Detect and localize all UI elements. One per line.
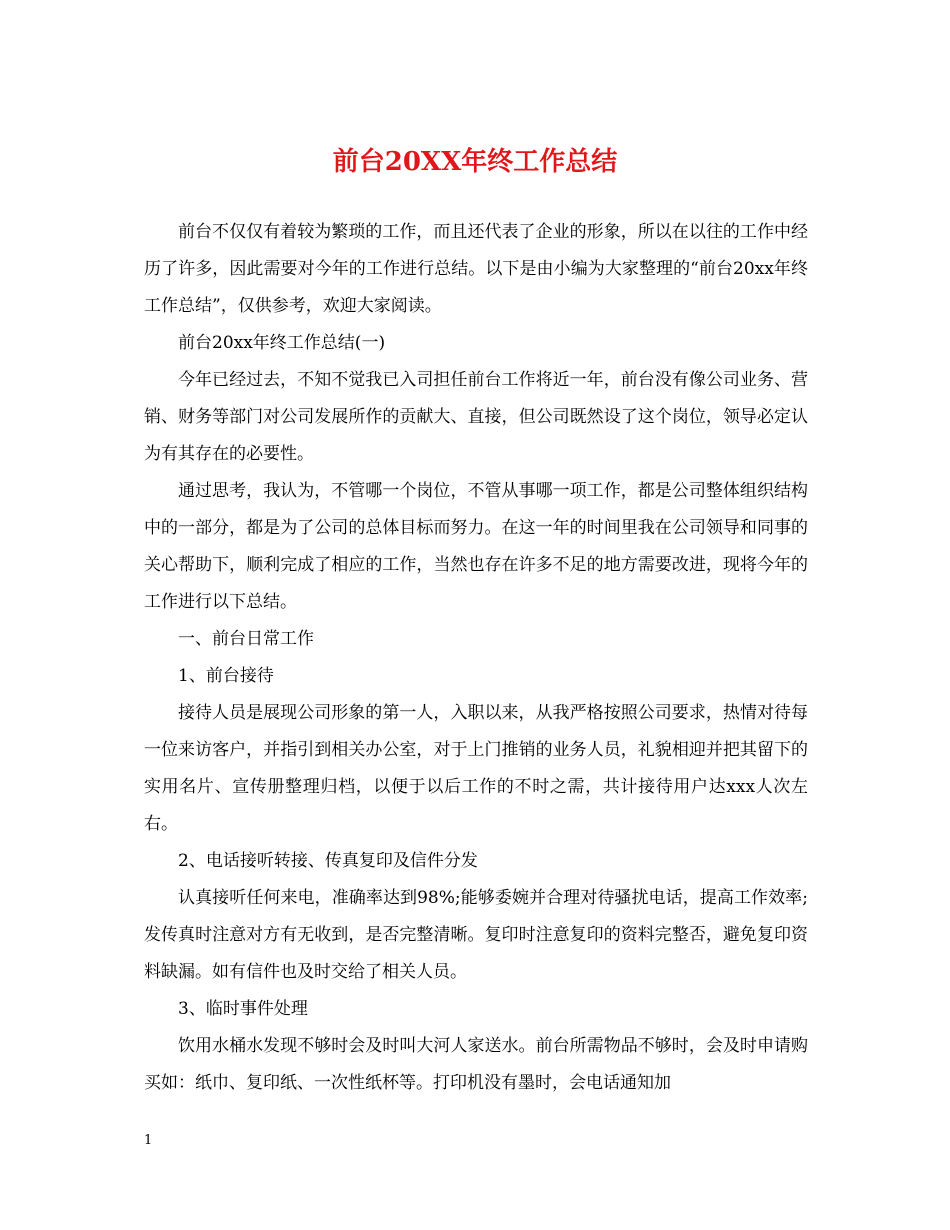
- document-body: [144, 214, 808, 1102]
- paragraph: 饮用水桶水发现不够时会及时叫大河人家送水。前台所需物品不够时，会及时申请购买如：纸巾、复印纸、一次性纸杯等。打印机没有墨时，会电话通知加: [144, 1036, 808, 1093]
- paragraph: 接待人员是展现公司形象的第一人，入职以来，从我严格按照公司要求，热情对待每一位来访客户，并指引到相关办公室，对于上门推销的业务人员，礼貌相迎并把其留下的实用名片、宣传册整理归档，以便于以后工作的不时之需，共计接待用户达xxx人次左右。: [144, 703, 808, 834]
- section-heading-one: 前台20xx年终工作总结(一): [178, 333, 386, 353]
- paragraph: 认真接听任何来电，准确率达到98%;能够委婉并合理对待骚扰电话，提高工作效率;发传真时注意对方有无收到，是否完整清晰。复印时注意复印的资料完整否，避免复印资料缺漏。如有信件也及时交给了相关人员。: [144, 888, 808, 982]
- page-number: 1: [144, 1133, 153, 1148]
- document-title: 前台20XX年终工作总结: [332, 147, 618, 177]
- section-heading: 一、前台日常工作: [178, 629, 314, 649]
- subsection-heading: 2、电话接听转接、传真复印及信件分发: [178, 851, 478, 871]
- paragraph: 今年已经过去，不知不觉我已入司担任前台工作将近一年，前台没有像公司业务、营销、财务等部门对公司发展所作的贡献大、直接，但公司既然设了这个岗位，领导必定认为有其存在的必要性。: [144, 370, 808, 464]
- subsection-heading: 3、临时事件处理: [178, 999, 308, 1019]
- intro-paragraph: 前台不仅仅有着较为繁琐的工作，而且还代表了企业的形象，所以在以往的工作中经历了许多，因此需要对今年的工作进行总结。以下是由小编为大家整理的“前台20xx年终工作总结”，仅供参考，欢迎大家阅读。: [144, 222, 808, 316]
- paragraph: 通过思考，我认为，不管哪一个岗位，不管从事哪一项工作，都是公司整体组织结构中的一部分，都是为了公司的总体目标而努力。在这一年的时间里我在公司领导和同事的关心帮助下，顺利完成了相应的工作，当然也存在许多不足的地方需要改进，现将今年的工作进行以下总结。: [144, 481, 808, 612]
- subsection-heading: 1、前台接待: [178, 666, 274, 686]
